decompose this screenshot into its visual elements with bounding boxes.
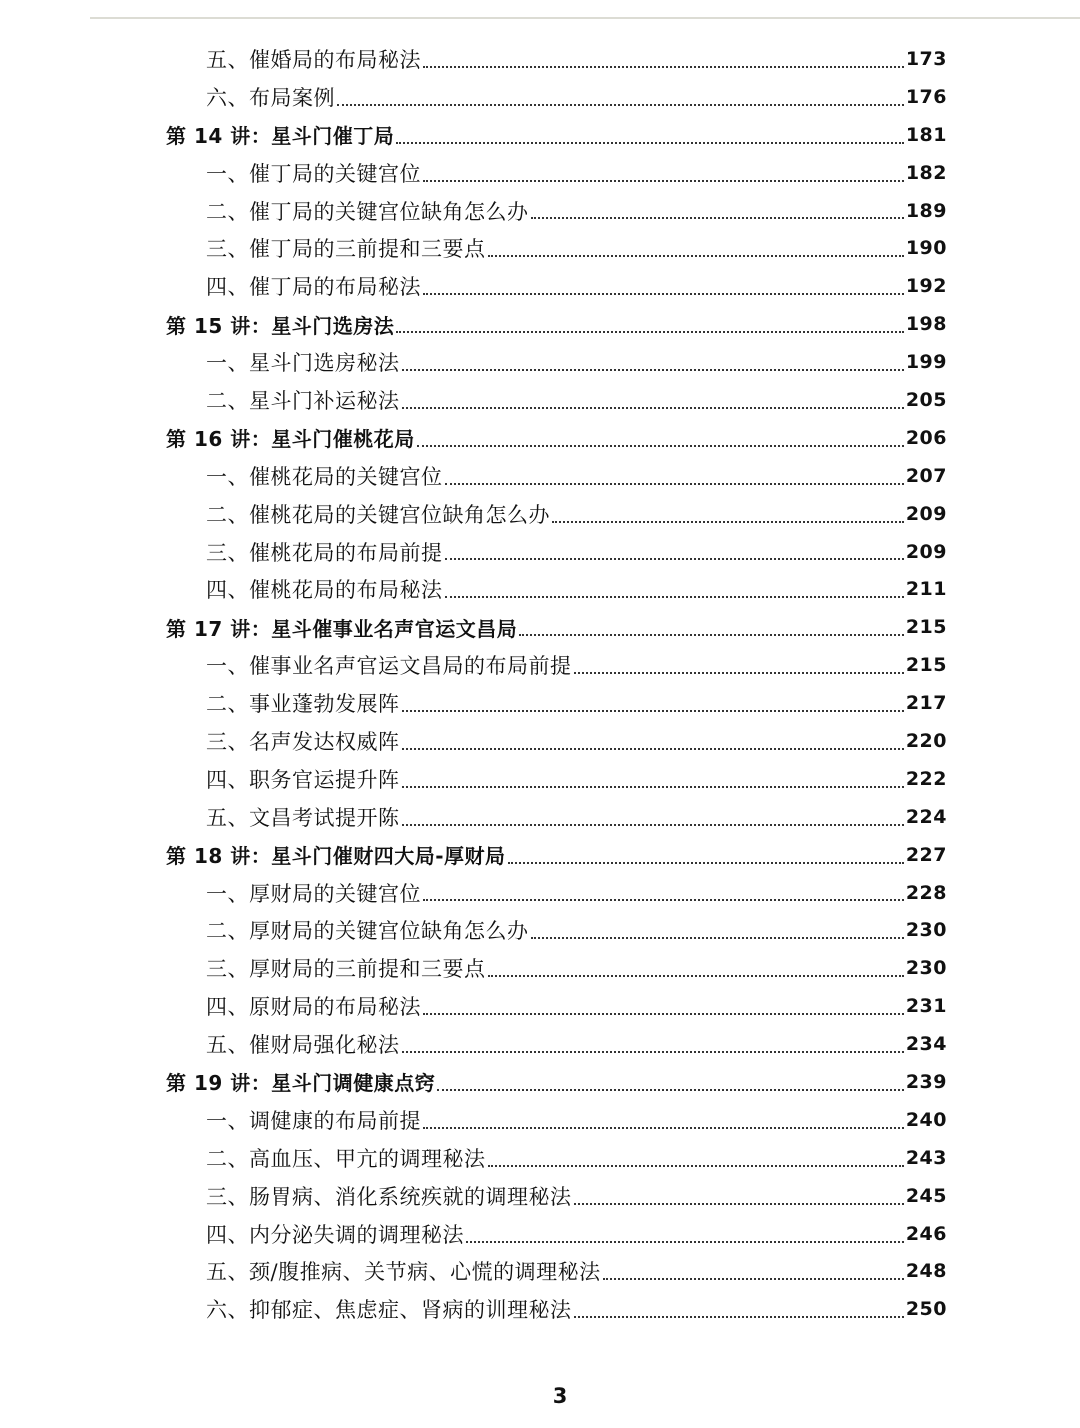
toc-chapter-entry[interactable] [0,305,1080,343]
table-of-contents [0,40,1080,1328]
toc-entry-title: 第 17 讲：星斗催事业名声官运文昌局 [166,616,518,641]
toc-entry-page-number: 199 [905,351,947,374]
toc-section-entry[interactable] [0,229,1080,267]
dot-leader [423,180,904,182]
toc-entry-page-number: 228 [905,881,947,904]
toc-entry-title: 四、催丁局的布局秘法 [206,275,421,300]
toc-entry-page-number: 182 [905,161,947,184]
toc-entry-content [206,1290,947,1328]
toc-entry-content [206,949,947,987]
dot-leader [531,217,904,219]
dot-leader [396,142,904,144]
toc-entry-title: 二、厚财局的关键宫位缺角怎么办 [206,919,529,944]
toc-entry-content [206,874,947,912]
toc-entry-page-number: 215 [905,654,947,677]
toc-entry-page-number: 206 [905,426,947,449]
toc-entry-page-number: 189 [905,199,947,222]
toc-entry-page-number: 224 [905,805,947,828]
toc-section-entry[interactable] [0,1290,1080,1328]
toc-entry-page-number: 220 [905,729,947,752]
toc-section-entry[interactable] [0,911,1080,949]
toc-entry-page-number: 222 [905,767,947,790]
toc-entry-content [206,457,947,495]
toc-section-entry[interactable] [0,722,1080,760]
toc-entry-page-number: 239 [905,1070,947,1093]
toc-entry-content [206,911,947,949]
toc-entry-page-number: 234 [905,1033,947,1056]
toc-chapter-entry[interactable] [0,1063,1080,1101]
toc-section-entry[interactable] [0,1025,1080,1063]
toc-entry-page-number: 246 [905,1222,947,1245]
toc-entry-content [206,40,947,78]
toc-entry-content [206,570,947,608]
toc-entry-page-number: 215 [905,616,947,639]
toc-entry-content [206,78,947,116]
toc-entry-title: 四、原财局的布局秘法 [206,995,421,1020]
dot-leader [402,1051,904,1053]
dot-leader [423,899,904,901]
toc-entry-page-number: 230 [905,957,947,980]
toc-section-entry[interactable] [0,987,1080,1025]
toc-entry-page-number: 198 [905,313,947,336]
dot-leader [488,255,904,257]
toc-section-entry[interactable] [0,495,1080,533]
dot-leader [488,975,904,977]
toc-entry-title: 四、职务官运提升阵 [206,767,400,792]
dot-leader [445,558,904,560]
dot-leader [488,1165,904,1167]
toc-entry-content [166,1063,947,1101]
toc-entry-content [206,1177,947,1215]
toc-entry-title: 二、催桃花局的关键宫位缺角怎么办 [206,502,550,527]
toc-entry-content [166,305,947,343]
toc-entry-title: 二、星斗门补运秘法 [206,388,400,413]
toc-entry-title: 二、高血压、甲亢的调理秘法 [206,1146,486,1171]
toc-entry-title: 五、催财局强化秘法 [206,1033,400,1058]
toc-entry-content [206,267,947,305]
toc-entry-content [166,836,947,874]
dot-leader [445,596,904,598]
dot-leader [423,293,904,295]
toc-entry-title: 六、抑郁症、焦虑症、肾病的训理秘法 [206,1298,572,1323]
toc-entry-page-number: 209 [905,502,947,525]
dot-leader [423,1013,904,1015]
toc-entry-page-number: 176 [905,85,947,108]
toc-entry-title: 一、催桃花局的关键宫位 [206,464,443,489]
toc-entry-title: 第 19 讲：星斗门调健康点窍 [166,1071,436,1096]
toc-entry-title: 第 14 讲：星斗门催丁局 [166,124,395,149]
toc-section-entry[interactable] [0,798,1080,836]
toc-chapter-entry[interactable] [0,608,1080,646]
dot-leader [423,66,904,68]
toc-section-entry[interactable] [0,343,1080,381]
dot-leader [417,445,904,447]
dot-leader [552,521,904,523]
toc-entry-title: 一、催丁局的关键宫位 [206,161,421,186]
toc-entry-page-number: 192 [905,275,947,298]
dot-leader [574,672,904,674]
toc-entry-content [166,608,947,646]
toc-section-entry[interactable] [0,760,1080,798]
dot-leader [603,1278,904,1280]
toc-entry-content [206,646,947,684]
toc-entry-title: 第 18 讲：星斗门催财四大局-厚财局 [166,844,506,869]
dot-leader [396,331,904,333]
toc-section-entry[interactable] [0,381,1080,419]
toc-entry-content [206,760,947,798]
toc-chapter-entry[interactable] [0,116,1080,154]
toc-chapter-entry[interactable] [0,419,1080,457]
toc-entry-page-number: 245 [905,1184,947,1207]
toc-entry-content [206,533,947,571]
toc-entry-title: 五、催婚局的布局秘法 [206,47,421,72]
toc-entry-content [206,1253,947,1291]
toc-entry-title: 第 16 讲：星斗门催桃花局 [166,427,415,452]
dot-leader [337,104,904,106]
dot-leader [508,862,904,864]
toc-entry-content [206,495,947,533]
page-number: 3 [552,1384,568,1408]
toc-section-entry[interactable] [0,646,1080,684]
dot-leader [466,1241,904,1243]
toc-entry-title: 五、文昌考试提开陈 [206,805,400,830]
dot-leader [519,634,904,636]
dot-leader [531,937,904,939]
toc-entry-content [206,1139,947,1177]
dot-leader [402,748,904,750]
toc-chapter-entry[interactable] [0,836,1080,874]
toc-section-entry[interactable] [0,267,1080,305]
toc-entry-page-number: 250 [905,1298,947,1321]
toc-entry-page-number: 190 [905,237,947,260]
toc-entry-title: 六、布局案例 [206,85,335,110]
toc-section-entry[interactable] [0,40,1080,78]
toc-entry-page-number: 181 [905,123,947,146]
toc-section-entry[interactable] [0,684,1080,722]
toc-entry-content [206,192,947,230]
toc-section-entry[interactable] [0,1253,1080,1291]
toc-entry-content [206,798,947,836]
dot-leader [574,1316,904,1318]
toc-section-entry[interactable] [0,949,1080,987]
toc-entry-page-number: 243 [905,1146,947,1169]
toc-entry-title: 三、名声发达权威阵 [206,729,400,754]
toc-entry-page-number: 209 [905,540,947,563]
toc-entry-content [206,229,947,267]
toc-entry-page-number: 227 [905,843,947,866]
toc-entry-page-number: 248 [905,1260,947,1283]
toc-entry-page-number: 205 [905,388,947,411]
toc-entry-content [206,1025,947,1063]
dot-leader [402,369,904,371]
toc-entry-title: 二、催丁局的关键宫位缺角怎么办 [206,199,529,224]
dot-leader [402,786,904,788]
toc-entry-page-number: 231 [905,995,947,1018]
toc-entry-page-number: 207 [905,464,947,487]
toc-entry-content [206,154,947,192]
toc-entry-page-number: 173 [905,47,947,70]
dot-leader [423,1127,904,1129]
toc-entry-title: 一、调健康的布局前提 [206,1108,421,1133]
toc-entry-content [206,684,947,722]
dot-leader [402,407,904,409]
toc-entry-title: 三、催桃花局的布局前提 [206,540,443,565]
toc-entry-content [206,381,947,419]
toc-entry-title: 三、肠胃病、消化系统疾就的调理秘法 [206,1184,572,1209]
dot-leader [402,710,904,712]
toc-section-entry[interactable] [0,1177,1080,1215]
toc-section-entry[interactable] [0,457,1080,495]
toc-section-entry[interactable] [0,192,1080,230]
toc-entry-content [206,1215,947,1253]
toc-entry-content [166,419,947,457]
toc-entry-title: 三、催丁局的三前提和三要点 [206,237,486,262]
toc-section-entry[interactable] [0,154,1080,192]
toc-section-entry[interactable] [0,874,1080,912]
dot-leader [402,824,904,826]
toc-entry-title: 五、颈/腹推病、关节病、心慌的调理秘法 [206,1260,601,1285]
toc-entry-page-number: 240 [905,1108,947,1131]
toc-entry-title: 一、催事业名声官运文昌局的布局前提 [206,654,572,679]
toc-section-entry[interactable] [0,1101,1080,1139]
toc-entry-title: 二、事业蓬勃发展阵 [206,692,400,717]
toc-entry-title: 一、厚财局的关键宫位 [206,881,421,906]
dot-leader [445,483,904,485]
toc-entry-content [206,1101,947,1139]
toc-section-entry[interactable] [0,1139,1080,1177]
toc-entry-title: 四、催桃花局的布局秘法 [206,578,443,603]
toc-entry-page-number: 217 [905,692,947,715]
toc-entry-title: 三、厚财局的三前提和三要点 [206,957,486,982]
dot-leader [437,1089,904,1091]
toc-entry-content [206,722,947,760]
toc-entry-title: 四、内分泌失调的调理秘法 [206,1222,464,1247]
toc-entry-content [206,987,947,1025]
toc-section-entry[interactable] [0,78,1080,116]
toc-entry-title: 第 15 讲：星斗门选房法 [166,313,395,338]
toc-entry-page-number: 211 [905,578,947,601]
toc-entry-page-number: 230 [905,919,947,942]
dot-leader [574,1203,904,1205]
toc-entry-content [206,343,947,381]
toc-entry-content [166,116,947,154]
toc-section-entry[interactable] [0,570,1080,608]
top-rule [90,17,1080,19]
toc-entry-title: 一、星斗门选房秘法 [206,351,400,376]
toc-section-entry[interactable] [0,533,1080,571]
toc-section-entry[interactable] [0,1215,1080,1253]
